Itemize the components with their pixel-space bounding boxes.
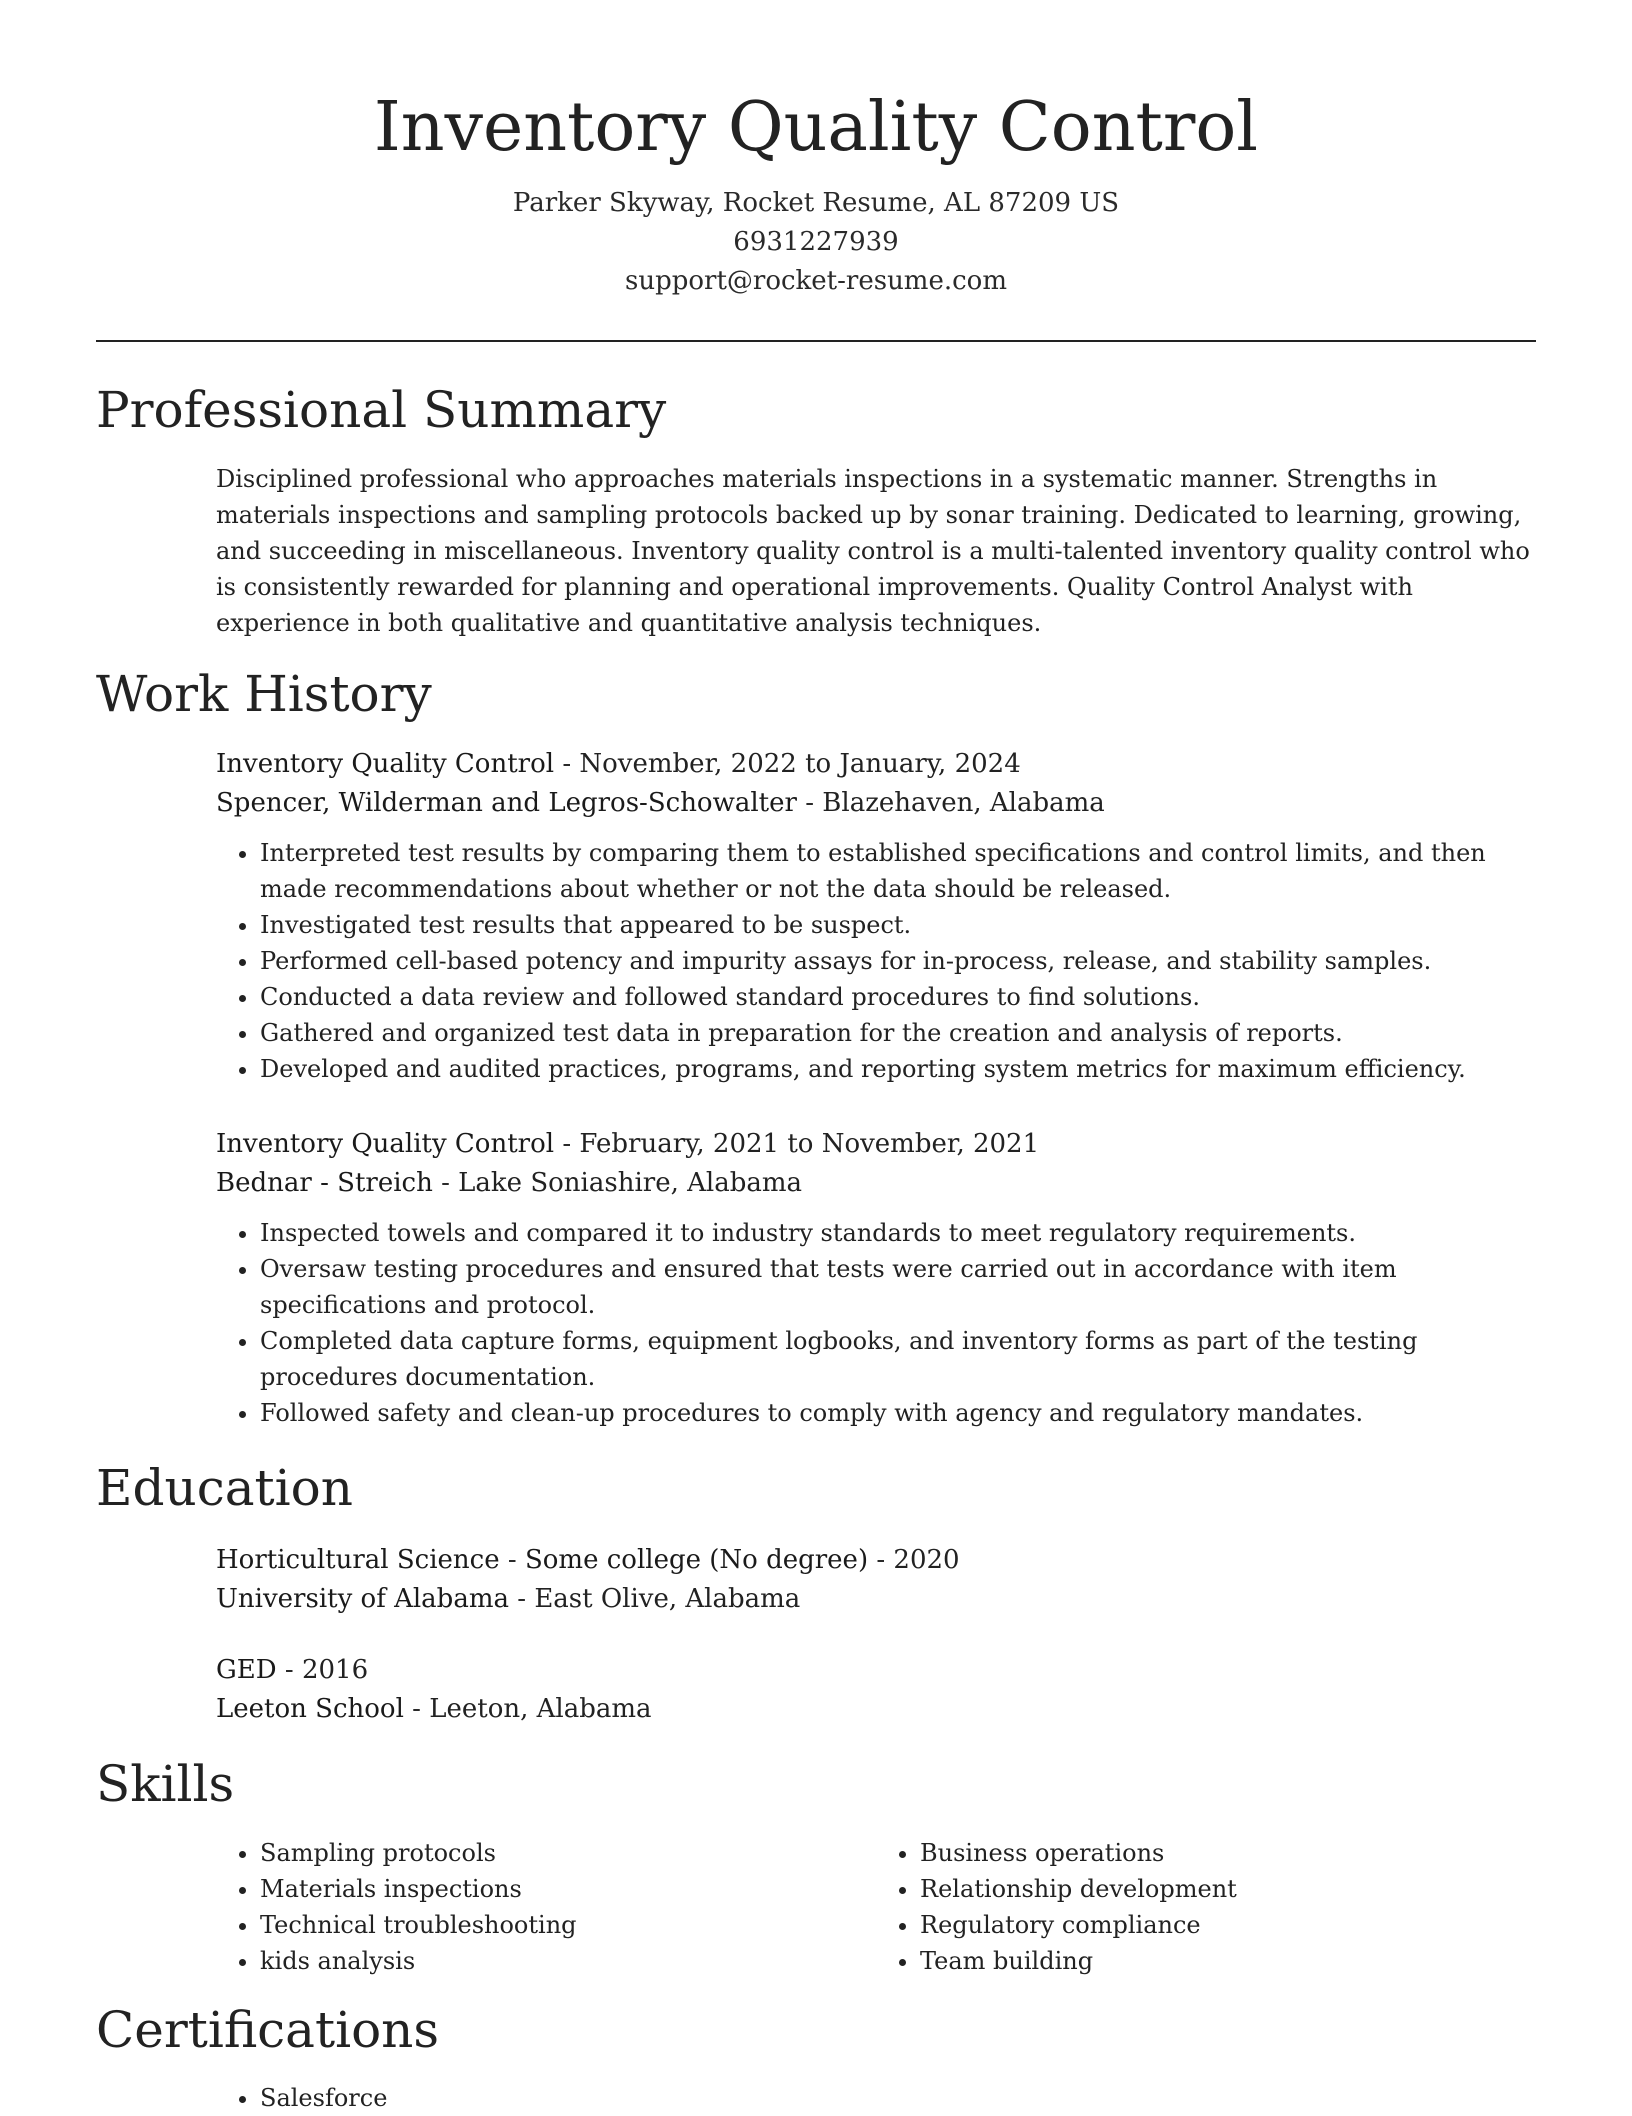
header-divider: [96, 340, 1536, 342]
skills-section: [216, 1835, 1536, 1979]
job-title-line: [216, 1125, 1536, 1164]
education-year: 2020: [893, 1545, 960, 1575]
summary-text: Disciplined professional who approaches materials inspections in a systematic manner. Strengths in materials inspections and sampling protocols backed up by sonar training. Dedicated to learning, growing, and succeeding in miscellaneous. Inventory quality control is a multi-talented inventory quality control who is consistently rewarded for planning and operational improvements. Quality Control Analyst with experience in both qualitative and quantitative analysis techniques.: [216, 465, 1530, 637]
list-item: • Followed safety and clean-up procedures to comply with agency and regulatory mandates.: [260, 1395, 1536, 1431]
work-history-heading: Work History: [96, 665, 432, 723]
education-degree-line: [216, 1541, 1536, 1580]
dash-separator: -: [554, 749, 580, 779]
contact-info: [96, 184, 1536, 301]
education-school-line: [216, 1690, 1536, 1729]
list-item: • Investigated test results that appeared to be suspect.: [260, 907, 1536, 943]
job-duties-list: [216, 835, 1536, 1087]
skills-list-left: [216, 1835, 876, 1979]
resume-header: [96, 80, 1536, 301]
list-item: • Completed data capture forms, equipment logbooks, and inventory forms as part of the testing procedures documentation.: [260, 1323, 1536, 1395]
list-item: • Regulatory compliance: [920, 1907, 1536, 1943]
dash-separator: -: [796, 788, 823, 818]
dash-separator: -: [432, 1168, 459, 1198]
education-entry: [216, 1541, 1536, 1619]
list-item: • Team building: [920, 1943, 1536, 1979]
skills-heading: Skills: [96, 1755, 235, 1813]
list-item: • kids analysis: [260, 1943, 876, 1979]
education-heading: Education: [96, 1459, 353, 1517]
certifications-section: [216, 2080, 1536, 2116]
education-degree: GED: [216, 1655, 277, 1685]
list-item: • Interpreted test results by comparing them to established specifications and control limits, and then made recommendations about whether or not the data should be released.: [260, 835, 1536, 907]
job-company: Bednar - Streich: [216, 1168, 433, 1198]
contact-phone: 6931227939: [733, 227, 899, 257]
list-item: • Technical troubleshooting: [260, 1907, 876, 1943]
list-item: • Performed cell-based potency and impurity assays for in-process, release, and stability samples.: [260, 943, 1536, 979]
job-company: Spencer, Wilderman and Legros-Schowalter: [216, 788, 797, 818]
education-entry: [216, 1651, 1536, 1729]
education-degree-line: [216, 1651, 1536, 1690]
job-dates: November, 2022 to January, 2024: [579, 749, 1021, 779]
dash-separator: -: [499, 1545, 525, 1575]
job-role: Inventory Quality Control: [216, 1129, 555, 1159]
list-item: • Gathered and organized test data in preparation for the creation and analysis of reports.: [260, 1015, 1536, 1051]
list-item: • Developed and audited practices, programs, and reporting system metrics for maximum efficiency.: [260, 1051, 1536, 1087]
dash-separator: -: [276, 1655, 302, 1685]
job-dates: February, 2021 to November, 2021: [579, 1129, 1040, 1159]
dash-separator: -: [508, 1584, 535, 1614]
skills-list-right: [876, 1835, 1536, 1979]
job-company-line: [216, 784, 1536, 823]
dash-separator: -: [868, 1545, 894, 1575]
contact-email[interactable]: support@rocket-resume.com: [624, 266, 1007, 296]
job-entry: [216, 745, 1536, 1087]
job-location: Lake Soniashire, Alabama: [458, 1168, 802, 1198]
job-location: Blazehaven, Alabama: [822, 788, 1105, 818]
dash-separator: -: [554, 1129, 580, 1159]
list-item: • Oversaw testing procedures and ensured that tests were carried out in accordance with item specifications and protocol.: [260, 1251, 1536, 1323]
list-item: • Salesforce: [260, 2080, 1536, 2116]
job-duties-list: [216, 1215, 1536, 1431]
list-item: • Materials inspections: [260, 1871, 876, 1907]
contact-address: Parker Skyway, Rocket Resume, AL 87209 US: [512, 188, 1120, 218]
list-item: • Relationship development: [920, 1871, 1536, 1907]
list-item: • Sampling protocols: [260, 1835, 876, 1871]
job-company-line: [216, 1164, 1536, 1203]
education-year: 2016: [301, 1655, 369, 1685]
list-item: • Conducted a data review and followed standard procedures to find solutions.: [260, 979, 1536, 1015]
education-location: Leeton, Alabama: [429, 1694, 652, 1724]
job-role: Inventory Quality Control: [216, 749, 555, 779]
education-school: Leeton School: [216, 1694, 404, 1724]
education-location: East Olive, Alabama: [534, 1584, 801, 1614]
skills-columns: [216, 1835, 1536, 1979]
job-title-line: [216, 745, 1536, 784]
education-field: Horticultural Science: [216, 1545, 500, 1575]
certifications-heading: Certifications: [96, 2001, 440, 2059]
candidate-name: Inventory Quality Control: [373, 88, 1259, 167]
education-school: University of Alabama: [216, 1584, 509, 1614]
summary-section: [216, 461, 1536, 641]
education-degree: Some college (No degree): [524, 1545, 869, 1575]
list-item: • Business operations: [920, 1835, 1536, 1871]
certifications-list: [216, 2080, 1536, 2116]
education-school-line: [216, 1580, 1536, 1619]
summary-heading: Professional Summary: [96, 381, 667, 439]
list-item: • Inspected towels and compared it to industry standards to meet regulatory requirements.: [260, 1215, 1536, 1251]
job-entry: [216, 1125, 1536, 1431]
dash-separator: -: [403, 1694, 430, 1724]
